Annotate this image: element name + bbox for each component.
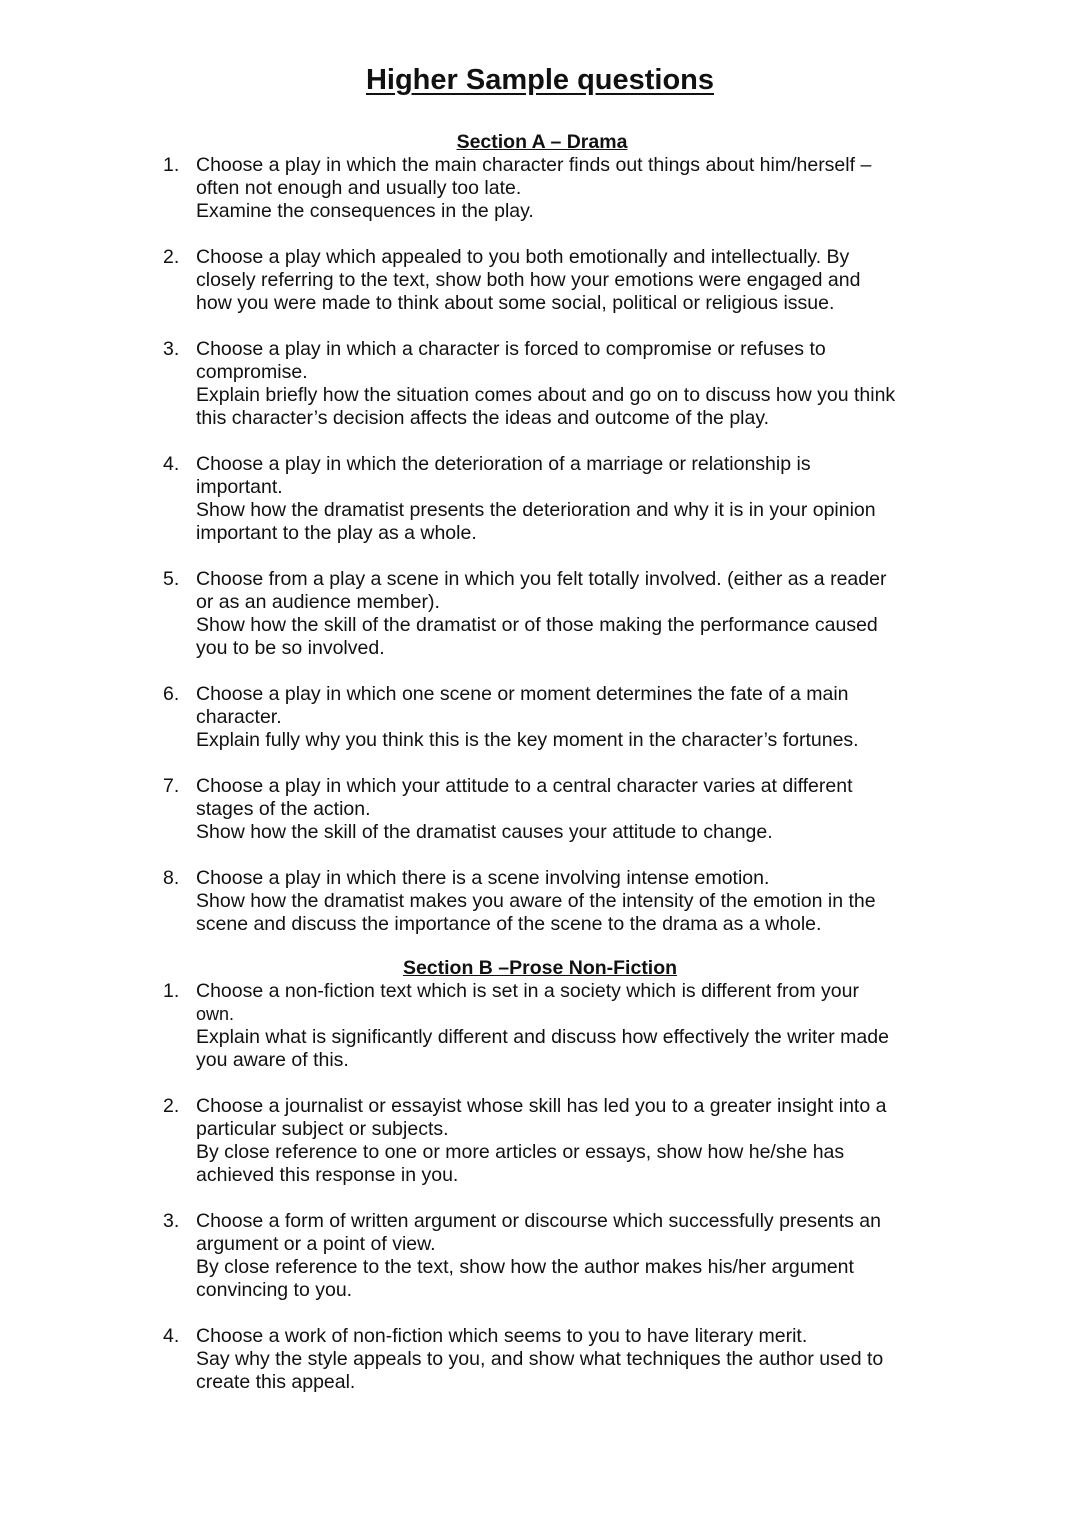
question-b4 [0,1325,1080,1394]
question-line: Choose a play in which there is a scene involving intense emotion. [196,867,770,889]
question-line: Examine the consequences in the play. [196,200,534,222]
question-line: Choose a non-fiction text which is set in a society which is different from your [196,980,859,1002]
question-line: stages of the action. [196,798,371,820]
question-line: Explain fully why you think this is the key moment in the character’s fortunes. [196,729,859,751]
question-line: own. [196,1004,235,1024]
question-line: this character’s decision affects the ideas and outcome of the play. [196,407,770,429]
question-line: you to be so involved. [196,637,385,659]
question-number: 2. [163,246,180,268]
question-number: 7. [163,775,180,797]
page-title: Higher Sample questions [365,64,715,96]
question-line: Choose a play in which the deterioration of a marriage or relationship is [196,453,811,475]
question-number: 2. [163,1095,180,1117]
question-line: achieved this response in you. [196,1164,459,1186]
question-line: important to the play as a whole. [196,522,477,544]
section-a-heading: Section A – Drama [456,131,628,153]
question-line: Choose a play in which one scene or moment determines the fate of a main [196,683,849,705]
question-number: 3. [163,1210,180,1232]
question-line: Show how the skill of the dramatist or of those making the performance caused [196,614,878,636]
question-line: Choose from a play a scene in which you felt totally involved. (either as a reader [196,568,887,590]
section-a [0,131,1080,936]
question-line: Choose a play in which the main character finds out things about him/herself – [196,154,872,176]
question-line: create this appeal. [196,1371,356,1393]
question-line: or as an audience member). [196,591,440,613]
question-line: character. [196,706,282,728]
question-number: 6. [163,683,180,705]
question-line: Explain briefly how the situation comes about and go on to discuss how you think [196,384,896,406]
question-line: compromise. [196,361,308,383]
question-line: closely referring to the text, show both how your emotions were engaged and [196,269,861,291]
question-line: you aware of this. [196,1049,349,1071]
question-a2 [0,246,1080,315]
question-line: Choose a form of written argument or discourse which successfully presents an [196,1210,881,1232]
question-a6 [0,683,1080,752]
question-a4 [0,453,1080,545]
section-b-heading: Section B –Prose Non-Fiction [402,957,678,979]
question-line: Say why the style appeals to you, and show what techniques the author used to [196,1348,884,1370]
question-line: Choose a play in which your attitude to a central character varies at different [196,775,853,797]
section-b-question-list [0,980,1080,1394]
question-line: scene and discuss the importance of the scene to the drama as a whole. [196,913,822,935]
question-a1 [0,154,1080,223]
question-line: Choose a play in which a character is forced to compromise or refuses to [196,338,826,360]
section-a-question-list [0,154,1080,936]
question-line: important. [196,476,283,498]
question-line: Show how the dramatist makes you aware of the intensity of the emotion in the [196,890,876,912]
question-line: Choose a play which appealed to you both emotionally and intellectually. By [196,246,850,268]
question-b3 [0,1210,1080,1302]
section-b [0,957,1080,1394]
question-a3 [0,338,1080,430]
question-line: Show how the dramatist presents the deterioration and why it is in your opinion [196,499,876,521]
question-line: often not enough and usually too late. [196,177,522,199]
question-number: 5. [163,568,180,590]
question-line: argument or a point of view. [196,1233,436,1255]
question-line: By close reference to the text, show how the author makes his/her argument [196,1256,854,1278]
question-number: 1. [163,980,180,1002]
question-a5 [0,568,1080,660]
question-line: Choose a work of non-fiction which seems to you to have literary merit. [196,1325,808,1347]
question-number: 8. [163,867,180,889]
question-a8 [0,867,1080,936]
question-line: particular subject or subjects. [196,1118,449,1140]
question-line: Explain what is significantly different and discuss how effectively the writer made [196,1026,889,1048]
question-b2 [0,1095,1080,1187]
question-number: 1. [163,154,180,176]
question-number: 4. [163,453,180,475]
question-a7 [0,775,1080,844]
question-line: Choose a journalist or essayist whose skill has led you to a greater insight into a [196,1095,887,1117]
question-number: 4. [163,1325,180,1347]
question-line: By close reference to one or more articles or essays, show how he/she has [196,1141,845,1163]
question-b1 [0,980,1080,1072]
question-line: how you were made to think about some social, political or religious issue. [196,292,835,314]
question-number: 3. [163,338,180,360]
question-line: Show how the skill of the dramatist causes your attitude to change. [196,821,773,843]
question-line: convincing to you. [196,1279,353,1301]
